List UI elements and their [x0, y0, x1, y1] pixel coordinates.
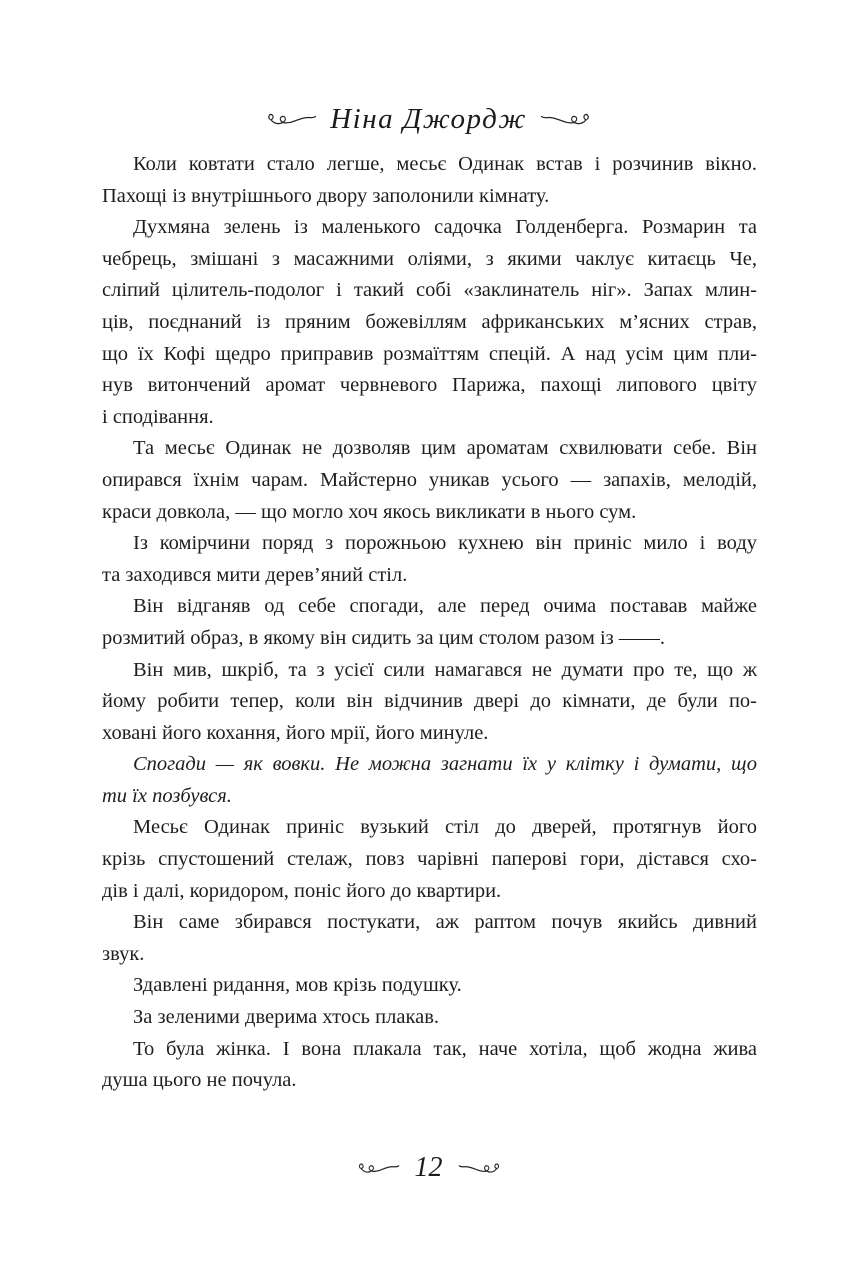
footer-flourish-left-icon	[358, 1161, 400, 1175]
text-line: Коли ковтати стало легше, месьє Одинак встав і розчинив вікно.	[133, 153, 757, 175]
text-line: нув витончений аромат червневого Парижа, пахощі липового цвіту	[102, 374, 757, 397]
text-line: Із комірчини поряд з порожньою кухнею він приніс мило і воду	[133, 532, 757, 555]
text-line: крізь спустошений стелаж, повз чарівні паперові гори, дістався схо-	[102, 848, 757, 871]
text-line: та заходився мити дерев’яний стіл.	[102, 563, 408, 586]
text-line: сліпий цілитель-подолог і такий собі «заклинатель ніг». Запах млин-	[102, 279, 757, 302]
text-line: Здавлені ридання, мов крізь подушку.	[133, 974, 462, 997]
page-number: 12	[414, 1152, 443, 1183]
text-line: опирався їхнім чарам. Майстерно уникав усього — запахів, мелодій,	[102, 468, 757, 491]
footer-flourish-right-icon	[458, 1161, 500, 1175]
text-line: душа цього не почула.	[102, 1069, 297, 1092]
text-line: Він саме збирався постукати, аж раптом почув якийсь дивний	[133, 911, 757, 934]
text-line: Він мив, шкріб, та з усієї сили намагався не думати про те, що ж	[133, 658, 757, 681]
author-name: Ніна Джордж	[330, 102, 527, 135]
text-line: краси довкола, — що могло хоч якось викликати в нього сум.	[102, 500, 637, 523]
page-body	[102, 149, 757, 1097]
text-line: Духмяна зелень із маленького садочка Голденберга. Розмарин та	[133, 216, 757, 239]
calligraphic-flourish-left-icon	[267, 111, 317, 127]
page-footer	[0, 1146, 857, 1190]
text-line: За зеленими дверима хтось плакав.	[133, 1006, 440, 1029]
text-line: розмитий образ, в якому він сидить за цим столом разом із ——.	[102, 626, 666, 649]
text-line: чебрець, змішані з масажними оліями, з якими чаклує китаєць Че,	[102, 247, 757, 270]
text-line: дів і далі, коридором, поніс його до квартири.	[102, 879, 502, 902]
text-line: То була жінка. І вона плакала так, наче хотіла, щоб жодна жива	[133, 1037, 757, 1060]
text-line: ховані його кохання, його мрії, його минуле.	[102, 721, 489, 744]
text-line: звук.	[102, 942, 145, 965]
page-header	[0, 98, 857, 140]
text-line: Він відганяв од себе спогади, але перед очима поставав майже	[133, 595, 757, 618]
text-line: ців, поєднаний із пряним божевіллям африканських м’ясних страв,	[102, 310, 757, 333]
calligraphic-flourish-right-icon	[540, 111, 590, 127]
text-line-italic: Спогади — як вовки. Не можна загнати їх у клітку і думати, що	[133, 753, 757, 776]
text-line: що їх Кофі щедро приправив розмаїттям спецій. А над усім цим пли-	[102, 342, 757, 365]
text-line: Месьє Одинак приніс вузький стіл до дверей, протягнув його	[133, 816, 757, 839]
text-line: Та месьє Одинак не дозволяв цим ароматам схвилювати себе. Він	[133, 437, 757, 460]
text-line: Пахощі із внутрішнього двору заполонили кімнату.	[102, 184, 550, 207]
text-line-italic: ти їх позбувся.	[102, 784, 232, 807]
text-line: йому робити тепер, коли він відчинив двері до кімнати, де були по-	[102, 690, 757, 713]
text-line: і сподівання.	[102, 405, 214, 428]
